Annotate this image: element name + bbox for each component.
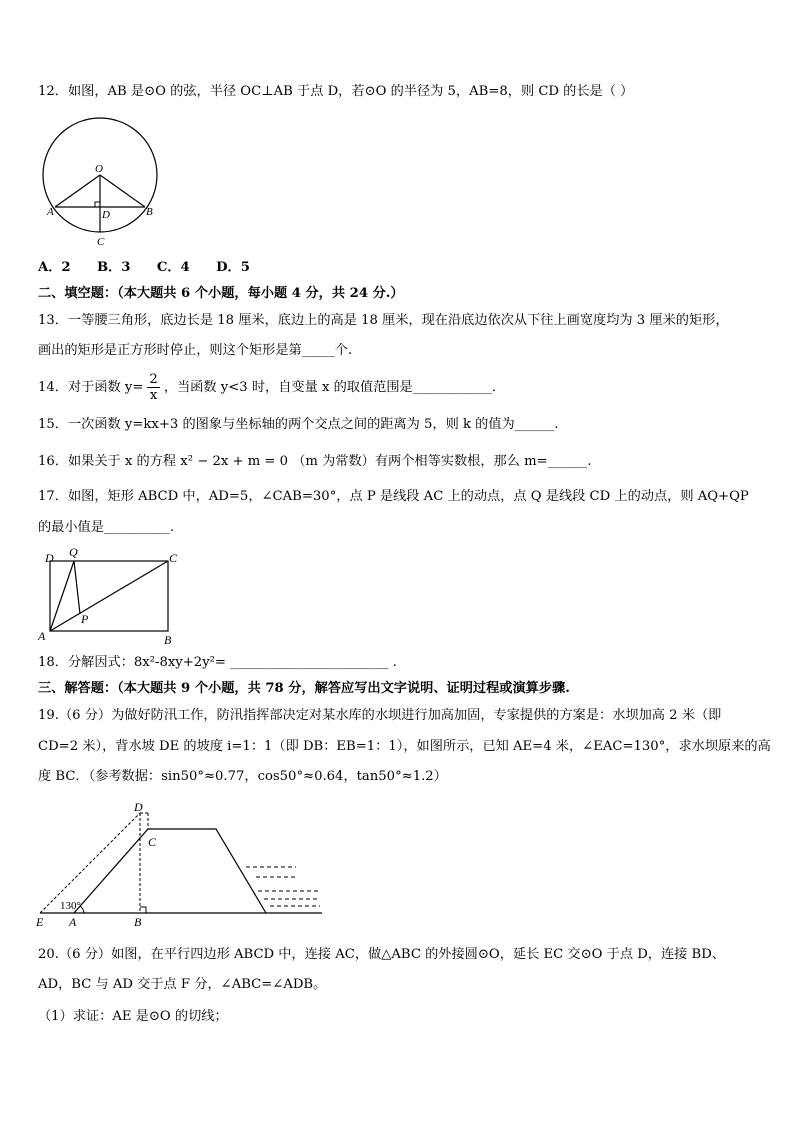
q14-pre: 14．对于函数 y= bbox=[38, 380, 144, 395]
q17-line1: 17．如图，矩形 ABCD 中，AD=5，∠CAB=30°，点 P 是线段 AC 上的动点，点 Q 是线段 CD 上的动点，则 AQ+QP bbox=[38, 489, 749, 504]
label-C: C bbox=[169, 551, 178, 565]
label-C: C bbox=[97, 236, 105, 248]
label-P: P bbox=[81, 612, 89, 626]
label-A: A bbox=[38, 629, 46, 643]
section-2-heading: 二、填空题：（本大题共 6 个小题，每小题 4 分，共 24 分.） bbox=[38, 286, 404, 301]
q15-text: 15．一次函数 y=kx+3 的图象与坐标轴的两个交点之间的距离为 5，则 k 的值为______. bbox=[38, 417, 559, 432]
label-A: A bbox=[69, 915, 77, 929]
q19-line2: CD=2 米），背水坡 DE 的坡度 i=1：1（即 DB：EB=1：1），如图所示，已知 AE=4 米，∠EAC=130°，求水坝原来的高 bbox=[38, 739, 771, 754]
label-D: D bbox=[134, 800, 143, 814]
q14-fraction bbox=[147, 372, 159, 403]
q13-line1: 13．一等腰三角形，底边长是 18 厘米，底边上的高是 18 厘米，现在沿底边依次从下往上画宽度均为 3 厘米的矩形， bbox=[38, 313, 729, 328]
q14-post: ，当函数 y<3 时，自变量 x 的取值范围是____________． bbox=[163, 380, 506, 395]
q12-circle-figure bbox=[38, 112, 168, 256]
q19-dam-figure bbox=[34, 795, 334, 939]
q20-line2: AD，BC 与 AD 交于点 F 分，∠ABC=∠ADB。 bbox=[38, 977, 327, 992]
label-E: E bbox=[36, 915, 44, 929]
q14-denominator: x bbox=[149, 388, 158, 403]
q20-line1: 20.（6 分）如图，在平行四边形 ABCD 中，连接 AC，做△ABC 的外接圆⊙O，延长 EC 交⊙O 于点 D，连接 BD、 bbox=[38, 947, 725, 962]
label-D: D bbox=[45, 551, 54, 565]
label-D: D bbox=[102, 209, 110, 221]
label-angle: 130° bbox=[60, 900, 81, 912]
label-C: C bbox=[148, 835, 157, 849]
label-O: O bbox=[95, 163, 103, 175]
q13-line2: 画出的矩形是正方形时停止，则这个矩形是第_____个. bbox=[38, 343, 353, 358]
q19-line3: 度 BC．（参考数据：sin50°≈0.77，cos50°≈0.64，tan50°≈1.2） bbox=[38, 769, 447, 784]
q12-options: A．2 B．3 C．4 D．5 bbox=[38, 260, 250, 275]
q12-text: 12．如图，AB 是⊙O 的弦，半径 OC⊥AB 于点 D，若⊙O 的半径为 5，AB=8，则 CD 的长是（ ） bbox=[38, 84, 634, 99]
section-3-heading: 三、解答题：（本大题共 9 个小题，共 78 分，解答应写出文字说明、证明过程或演算步骤. bbox=[38, 681, 570, 696]
label-Q: Q bbox=[69, 545, 78, 559]
q14-line bbox=[38, 370, 505, 406]
label-B: B bbox=[146, 206, 153, 218]
q20-sub1: （1）求证：AE 是⊙O 的切线； bbox=[38, 1009, 228, 1024]
q19-line1: 19.（6 分）为做好防汛工作，防汛指挥部决定对某水库的水坝进行加高加固，专家提供的方案是：水坝加高 2 米（即 bbox=[38, 708, 722, 723]
q17-rectangle-figure bbox=[36, 545, 186, 651]
label-B: B bbox=[164, 633, 172, 647]
label-B: B bbox=[134, 915, 142, 929]
q18-text: 18．分解因式：8x²-8xy+2y²= ________________________ . bbox=[38, 655, 397, 670]
q14-numerator: 2 bbox=[149, 372, 158, 387]
q16-text: 16．如果关于 x 的方程 x² − 2x + m = 0 （m 为常数）有两个相等实数根，那么 m=______. bbox=[38, 454, 592, 469]
label-A: A bbox=[47, 206, 54, 218]
q17-line2: 的最小值是__________. bbox=[38, 520, 175, 535]
